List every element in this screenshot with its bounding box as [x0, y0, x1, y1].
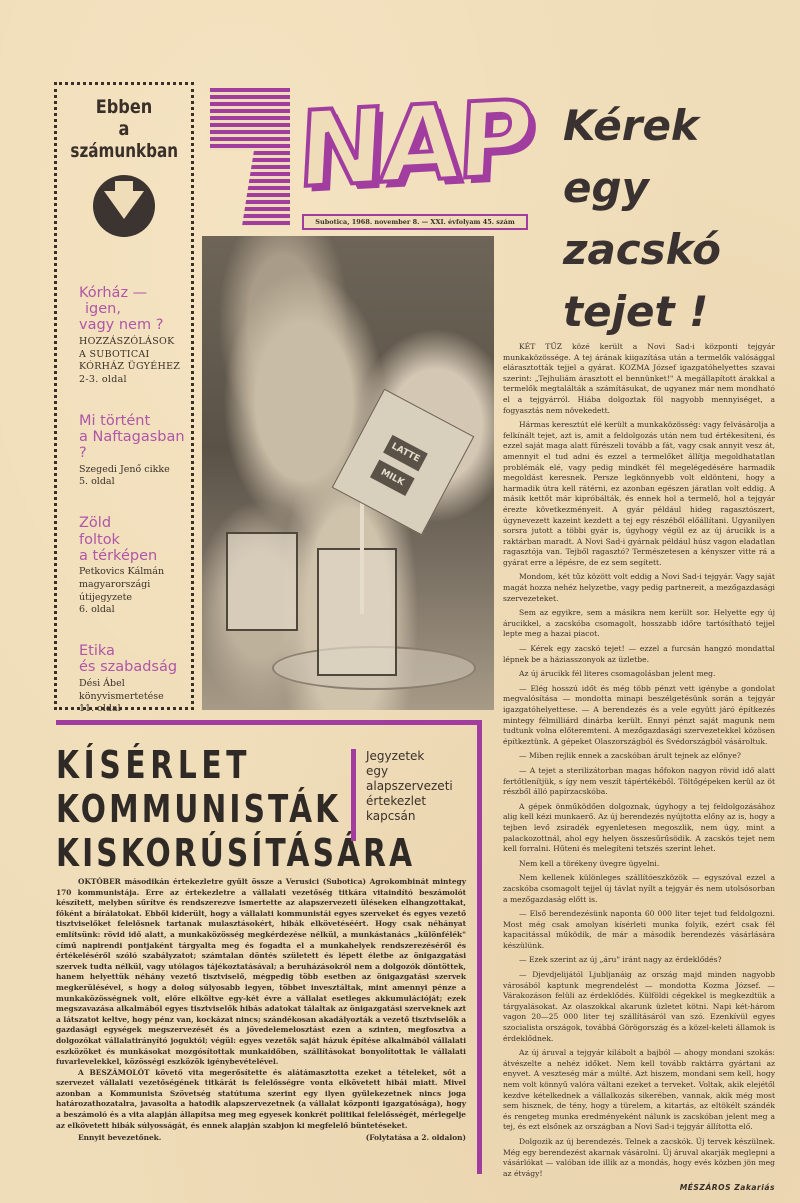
lead-article-body: KÉT TŰZ közé került a Novi Sad-i központi tejgyár munkaközössége. A tej árának kiigazítása után a termelők valósággal elárasztották tejjel a gyárat. KOZMA József igazgatóhelyettes szavai szerint: „Tejhuliám árasztott el bennünket!" A megállapított árakkal a termelők megtalálták a számításukat, de ugyanez már nem mondható el a tejgyárról. Hiába dolgoztak föl nagyobb mennyiséget, a fogyasztás nem növekedett. Hármas keresztút elé került a munkaközösség: vagy felvásárolja a felkínált tejet, azt is, amit a feldolgozás után nem tud értékesíteni, és ezzel saját maga alatt fűrészeli tovább a fát, vagy csak annyit vesz át, amennyit el tud adni és ezzel a termelőket állítja megoldhatatlan problémák elé, vagy pedig mindkét fél megelégedésére harmadik megoldást keresnek. Persze legkönnyebb volt eldönteni, hogy a harmadik útra kell rátérni, ez azonban egészen járatlan volt eddig. A másik kettőt már kipróbálták, és ennek hol a termelő, hol a tejgyár érezte következményeit. A gyár például hideg ragasztószert, úgynevezett kazeint kezdett a tej egy részéből előállítani. Ugyanilyen sorsra jutott a többi gyár is, úgyhogy végül ez az új árucikk is a raktárban maradt. A Novi Sad-i gyárnak például húsz vagon eladatlan ragasztója van. Tejből ragasztó? Természetesen a kényszer vitte rá a gyárat erre a lépésre, de ez sem segített. Mondom, két tűz között volt eddig a Novi Sad-i tejgyár. Vagy saját magát hozza nehéz helyzetbe, vagy pedig partnereit, a mezőgazdasági szervezeteket. Sem az egyikre, sem a másikra nem került sor. Helyette egy új árucikkel, a zacskóba csomagolt, hosszabb időre tartósítható tejjel lepte meg a hazai piacot. — Kérek egy zacskó tejet! — ezzel a furcsán hangzó mondattal lépnek be a háziasszonyok az üzletbe. Az új árucikk fél literes csomagolásban jelent meg. — Elég hosszú időt és még több pénzt vett igénybe a gondolat megvalósítása — mondotta minapi beszélgetésünk során a tejgyár igazgatóhelyettese. — A berendezés és a vele együtt járó építkezés mintegy félmilliárd dinárba került. Ennyi pénzt saját magunk nem tudtunk volna előteremteni. A mezőgazdasági szervezetekkel közösen építkeztünk. A gépeket Olaszországból és Svédországból vásároltuk. — Miben rejlik ennek a zacskóban árult tejnek az előnye? — A tejet a sterilizátorban magas hőfokon nagyon rövid idő alatt fertőtlenítjük, s így nem veszít tápértékéből. Töltőgépeken kerül az öt részből álló papírzacskóba. A gépek önműködően dolgoznak, úgyhogy a tej feldolgozásához alig kell kézi munkaerő. Az új berendezés nyújtotta előny az is, hogy a tejben levő zsiradék egyenletesen megoszlik, nem úgy, mint a palackozottnál, ahol egy helyen összesűrűsödik. A zacskós tejet nem kell forralni. Hűteni és melegíteni tetszés szerint lehet. Nem kell a törékeny üvegre ügyelni. Nem kellenek különleges szállítóeszközök — egyszóval ezzel a zacskóba csomagolt tejjel új távlat nyílt a tejgyár és nem utolsósorban a mezőgazdaság előtt is. — Első berendezésünk naponta 60 000 liter tejet tud feldolgozni. Most még csak amolyan kísérleti munka folyik, ezért csak fél kapacitással működik, de már a második berendezés vásárlására készülünk. — Ezek szerint az új „áru" iránt nagy az érdeklődés? — Djevdjelijától Ljubljanáig az ország majd minden nagyobb városából kaptunk megrendelést — mondotta Kozma József. — Várakozáson felüli az érdeklődés. Külföldi cégekkel is megkezdtük a tárgyalásokat. Az olaszokkal akarunk üzletet kötni. Napi két-három vagon 20—25 000 liter tej szállításáról van szó. Ezenkívül egyes szocialista országok, továbbá Görögország és a közel-keleti államok is érdeklődnek. Az új áruval a tejgyár kilábolt a bajból — ahogy mondani szokás: átvészelte a nehéz időket. Nem kell tovább raktárra gyártani az enyvet. A veszteség már a múlté. Azt hiszem, mondani sem kell, hogy nem volt könnyű valóra váltani ezeket a terveket. Voltak, akik elejétől kezdve kételkednek a vállalkozás sikerében, vannak, akik még most sem hisznek, de tény, hogy a türelem, a kitartás, az eltökélt szándék és rengeteg munka eredményeként nálunk is zacskóban jelent meg a tej, és ezt elsőnek az országban a Novi Sad-i tejgyár állította elő. Dolgozik az új berendezés. Telnek a zacskók. Új tervek készülnek. Még egy berendezést akarnak vásárolni. Új áruval akarják meglepni a vásárlókat — valóban ide illik az a mondás, hogy evés közben jön meg az étvágy! MÉSZÁROS Zakariás	[503, 342, 775, 1193]
page-reference: 2-3. oldal	[79, 374, 127, 386]
down-arrow-circle-icon	[93, 175, 155, 237]
second-article-subheadline: Jegyzetek egy alapszervezeti értekezlet kapcsán	[351, 749, 453, 841]
contents-heading: Ebben a számunkban	[70, 96, 179, 162]
page-reference: 11. oldal	[79, 703, 121, 715]
contents-item-naftagas[interactable]	[79, 413, 191, 489]
contents-item-subtitle: Dési Ábel könyvismertetése 11. oldal	[79, 678, 191, 716]
closing-line: Ennyit bevezetőnek.	[78, 1133, 162, 1143]
contents-item-subtitle: HOZZÁSZÓLÁSOK A SUBOTICAI KÓRHÁZ ÜGYÉHEZ 2-3. oldal	[79, 336, 191, 387]
contents-item-title: Mi történt a Naftagasban ?	[79, 412, 185, 462]
contents-item-korhaz[interactable]	[79, 285, 191, 387]
page-reference: 6. oldal	[79, 604, 115, 616]
dateline: Subotica, 1968. november 8. — XXI. évfolyam 45. szám	[302, 214, 528, 230]
lead-photo	[202, 236, 494, 710]
contents-item-etika[interactable]	[79, 643, 191, 716]
second-article-box	[56, 720, 482, 1174]
glass-illustration	[317, 548, 397, 676]
contents-item-zold-foltok[interactable]	[79, 515, 191, 617]
contents-box	[54, 82, 194, 715]
second-article-body: OKTÓBER másodikán értekezletre gyűlt össze a Verusici (Subotica) Agrokombinát mintegy 170 kommunistája. Erre az értekezletre a vállalati vezetőség titkára vitaindító beszámolót készített, melyben sűrítve és rendszerezve ismertette az alapszervezeti üléseken elhangzottakat, főként a bírálatokat. Ebből kiderült, hogy a vállalati kommunistái egyes szerveket és egyes vezető tisztviselőket felelősnek tartanak mulasztásokért, hibák elkövetéséért. Hogy csak néhányat említsünk: rövid idő alatt, a munkaközösség megkérdezése nélkül, a munkástanács „különfélék" című napirendi pontjaként tárgyalta meg és fogadta el a munkahelyek rendszerezéséről és értékeléséről szóló szabályzatot; számtalan döntés született és lépett életbe az önigazgatási szervek tudta nélkül, vagy utólagos tájékoztatásával; a beruházásokról nem a dolgozók döntöttek, hanem helyettük néhány vezető tisztviselő, mégpedig több esetben az önigazgatási szervek megkerülésével, s hogy a dolog súlyosabb legyen, többet invesztáltak, mint amennyi pénze a munkaközösségnek volt, előre elköltve egy-két évre a vállalat esetleges akkumulációját; ezek megszavazása alkalmából egyes tisztviselők hibás adatokat tálaltak az önigazgatási szerveknek azt a látszatot keltve, hogy pénz van, kockázat nincs; szándékosan akadályozták a vezető tisztviselők a gazdasági egységek megszervezését és a jövedelemelosztást ezen a szinten, megfosztva a dolgozókat vállalatirányító joguktól; végül: egyes vezetők saját házuk építése alkalmából vállalati eszközöket és munkásokat mozgósítottak munkaidőben, szállításokat bonyolítottak le vállalati fuvarlevelekkel, közösségi eszközök igénybevételével. A BESZÁMOLÓT követő vita megerősítette és alátámasztotta ezeket a tételeket, sőt a szervezet vállalati vezetőségének titkárát is felelősségre vonta elkövetett hibái miatt. Mivel azonban a Kommunista Szövetség statútuma szerint egy ilyen gyűlekezetnek nincs joga határozathozatalra, javasolta a hatodik alapszervezetnek (a vállalat központi igazgatósága), hogy a beszámoló és a vita alapján állapítsa meg meg egyesek konkrét politikai felelősségét, mérlegelje az elkövetett hibák súlyosságát, és ennek alapján szabjon ki megfelelő büntetéseket. Ennyit bevezetőnek. (Folytatása a 2. oldalon)	[56, 877, 466, 1143]
contents-item-title: Zöld foltok a térképen	[79, 515, 158, 564]
contents-item-title: Kórház — igen, vagy nem ?	[79, 285, 164, 334]
masthead-title: NAP	[294, 76, 533, 212]
masthead	[210, 76, 533, 228]
continued-link[interactable]: (Folytatása a 2. oldalon)	[365, 1133, 466, 1143]
contents-item-subtitle: Szegedi Jenő cikke 5. oldal	[79, 464, 191, 490]
page-reference: 5. oldal	[79, 476, 115, 488]
lead-headline: Kérek egy zacskó tejet !	[563, 101, 721, 336]
masthead-number-seven-logo	[210, 88, 290, 226]
contents-item-subtitle: Petkovics Kálmán magyarországi útijegyzete 6. oldal	[79, 566, 191, 617]
second-article-headline: KÍSÉRLET KOMMUNISTÁK KISKORÚSÍTÁSÁRA	[56, 743, 416, 875]
milk-stream-illustration	[360, 494, 364, 614]
contents-item-title: Etika és szabadság	[79, 643, 178, 676]
milk-carton-illustration: LATTE MILK	[332, 389, 475, 536]
glass-illustration	[226, 532, 298, 631]
author-signature: MÉSZÁROS Zakariás	[679, 1183, 775, 1193]
